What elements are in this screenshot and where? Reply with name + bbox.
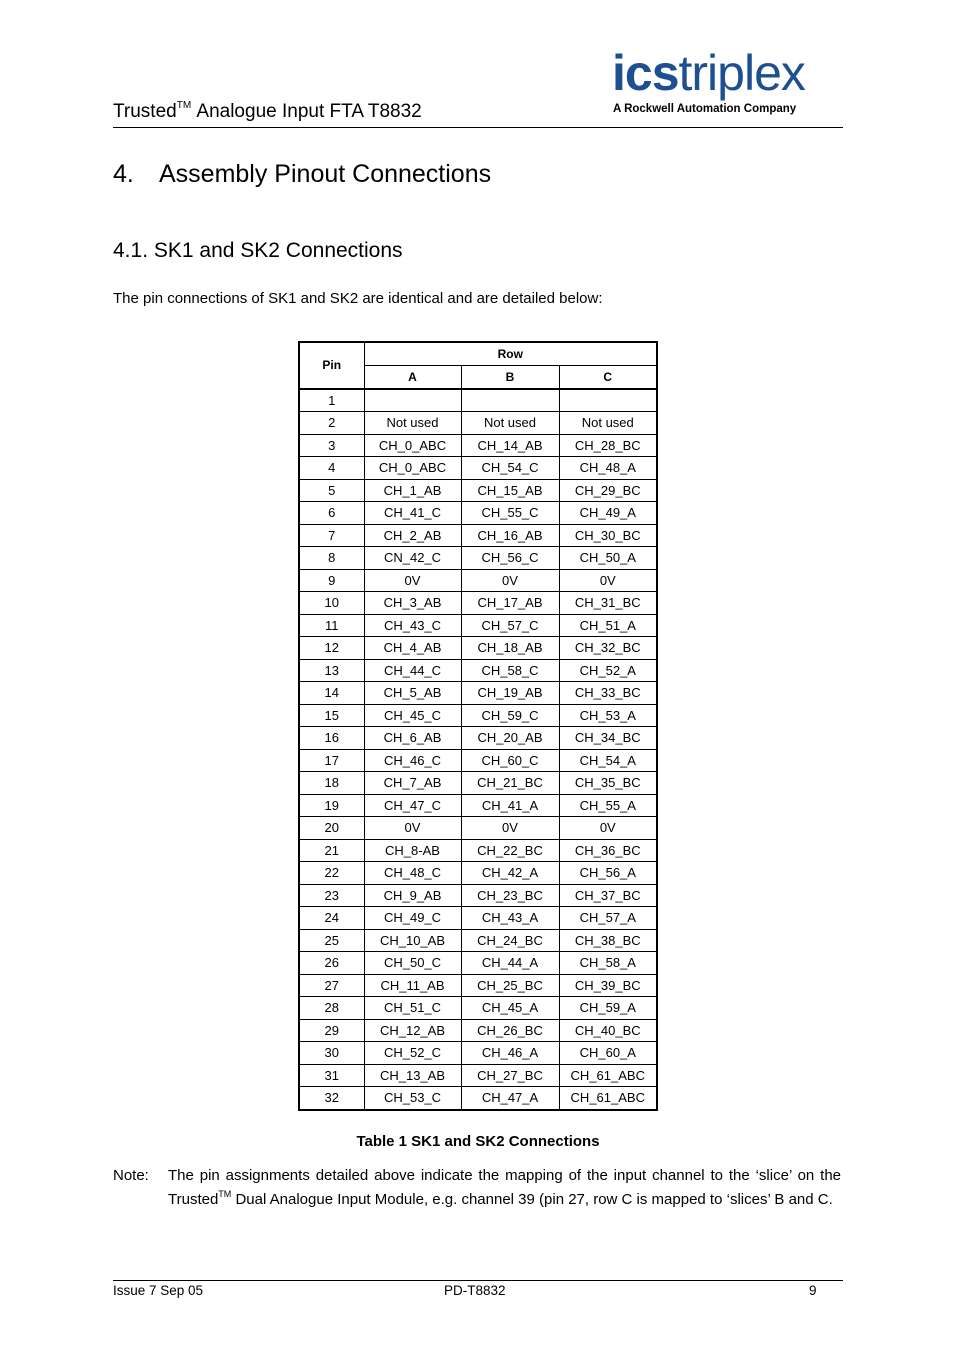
row-b-cell: CH_26_BC [461,1019,559,1042]
row-a-cell: CH_53_C [364,1087,461,1110]
pin-number-cell: 11 [299,614,364,637]
pin-number-cell: 24 [299,907,364,930]
table-row [299,682,657,705]
row-c-cell: CH_36_BC [559,839,657,862]
table-caption: Table 1 SK1 and SK2 Connections [356,1133,600,1150]
table-row [299,1019,657,1042]
row-a-cell: CH_46_C [364,749,461,772]
row-a-cell [364,389,461,412]
row-a-cell: CN_42_C [364,547,461,570]
row-c-cell: CH_50_A [559,547,657,570]
note-label: Note: [113,1167,149,1184]
row-group-header: Row [364,342,657,366]
row-c-cell: CH_37_BC [559,884,657,907]
table-row [299,434,657,457]
row-c-cell: CH_60_A [559,1042,657,1065]
table-row [299,884,657,907]
subsection-heading: 4.1. SK1 and SK2 Connections [113,239,403,262]
row-c-cell [559,389,657,412]
row-c-cell: CH_38_BC [559,929,657,952]
row-a-cell: CH_3_AB [364,592,461,615]
pin-number-cell: 20 [299,817,364,840]
pin-number-cell: 16 [299,727,364,750]
row-b-cell: CH_27_BC [461,1064,559,1087]
pin-number-cell: 31 [299,1064,364,1087]
section-heading [113,160,491,189]
table-row [299,1042,657,1065]
row-a-cell: CH_52_C [364,1042,461,1065]
logo-wordmark-bold: ics [612,45,679,101]
pin-number-cell: 23 [299,884,364,907]
table-row [299,479,657,502]
row-c-cell: CH_51_A [559,614,657,637]
logo-wordmark [612,47,805,99]
table-row [299,502,657,525]
row-c-cell: CH_61_ABC [559,1064,657,1087]
pin-number-cell: 6 [299,502,364,525]
row-a-cell: Not used [364,412,461,435]
row-a-cell: CH_45_C [364,704,461,727]
row-b-cell: CH_45_A [461,997,559,1020]
table-row [299,547,657,570]
header-title-main: Trusted [113,101,177,122]
pin-column-header: Pin [299,342,364,389]
row-a-cell: CH_5_AB [364,682,461,705]
section-number: 4. [113,160,134,188]
table-row [299,412,657,435]
row-a-cell: CH_50_C [364,952,461,975]
row-a-cell: 0V [364,569,461,592]
row-c-cell: CH_29_BC [559,479,657,502]
table-row [299,974,657,997]
table-row [299,727,657,750]
row-c-cell: CH_39_BC [559,974,657,997]
row-a-cell: CH_12_AB [364,1019,461,1042]
note-text-part1: The pin assignments detailed above indicate the mapping of the input channel to the ‘slice’ on the Trusted [168,1167,841,1208]
pin-number-cell: 25 [299,929,364,952]
row-c-cell: CH_30_BC [559,524,657,547]
row-a-cell: CH_4_AB [364,637,461,660]
pin-number-cell: 28 [299,997,364,1020]
row-b-cell: CH_19_AB [461,682,559,705]
pin-number-cell: 2 [299,412,364,435]
pin-number-cell: 5 [299,479,364,502]
note-trademark-superscript: TM [218,1189,232,1199]
footer-document-code: PD-T8832 [444,1283,506,1298]
row-a-cell: 0V [364,817,461,840]
table-row [299,592,657,615]
pin-number-cell: 30 [299,1042,364,1065]
intro-paragraph: The pin connections of SK1 and SK2 are identical and are detailed below: [113,290,603,307]
row-a-cell: CH_7_AB [364,772,461,795]
pin-number-cell: 7 [299,524,364,547]
pin-number-cell: 29 [299,1019,364,1042]
pin-number-cell: 8 [299,547,364,570]
row-a-cell: CH_48_C [364,862,461,885]
row-b-cell: CH_15_AB [461,479,559,502]
row-b-cell: CH_43_A [461,907,559,930]
row-b-cell: CH_55_C [461,502,559,525]
row-c-cell: CH_52_A [559,659,657,682]
column-header-b: B [461,366,559,389]
row-b-cell: CH_22_BC [461,839,559,862]
table-row [299,817,657,840]
table-row [299,997,657,1020]
pin-number-cell: 3 [299,434,364,457]
pin-number-cell: 12 [299,637,364,660]
row-a-cell: CH_1_AB [364,479,461,502]
table-row [299,569,657,592]
row-a-cell: CH_8-AB [364,839,461,862]
row-c-cell: CH_28_BC [559,434,657,457]
pin-number-cell: 13 [299,659,364,682]
column-header-c: C [559,366,657,389]
row-b-cell: CH_60_C [461,749,559,772]
table-row [299,637,657,660]
row-a-cell: CH_49_C [364,907,461,930]
row-c-cell: CH_32_BC [559,637,657,660]
table-row [299,929,657,952]
row-b-cell: CH_57_C [461,614,559,637]
row-a-cell: CH_51_C [364,997,461,1020]
row-c-cell: 0V [559,817,657,840]
pin-number-cell: 15 [299,704,364,727]
row-c-cell: CH_34_BC [559,727,657,750]
table-row [299,1064,657,1087]
row-c-cell: CH_59_A [559,997,657,1020]
row-a-cell: CH_2_AB [364,524,461,547]
row-c-cell: CH_61_ABC [559,1087,657,1110]
row-a-cell: CH_43_C [364,614,461,637]
row-b-cell: CH_59_C [461,704,559,727]
pinout-table [298,341,658,1111]
header-title-rest: Analogue Input FTA T8832 [192,101,422,122]
row-b-cell [461,389,559,412]
row-c-cell: CH_49_A [559,502,657,525]
pin-number-cell: 1 [299,389,364,412]
pin-number-cell: 10 [299,592,364,615]
pinout-table-body [299,389,657,1110]
row-b-cell: CH_41_A [461,794,559,817]
row-b-cell: CH_58_C [461,659,559,682]
table-row [299,1087,657,1110]
row-c-cell: CH_31_BC [559,592,657,615]
row-a-cell: CH_11_AB [364,974,461,997]
note-text [168,1167,841,1209]
row-c-cell: CH_58_A [559,952,657,975]
row-c-cell: CH_56_A [559,862,657,885]
row-c-cell: CH_57_A [559,907,657,930]
row-a-cell: CH_9_AB [364,884,461,907]
row-b-cell: 0V [461,569,559,592]
table-row [299,907,657,930]
row-c-cell: CH_35_BC [559,772,657,795]
row-c-cell: CH_55_A [559,794,657,817]
row-b-cell: CH_18_AB [461,637,559,660]
row-b-cell: CH_47_A [461,1087,559,1110]
row-b-cell: CH_16_AB [461,524,559,547]
table-row [299,749,657,772]
logo-wordmark-light: triplex [678,45,805,101]
table-row [299,952,657,975]
pin-number-cell: 22 [299,862,364,885]
pin-number-cell: 9 [299,569,364,592]
row-b-cell: CH_56_C [461,547,559,570]
pin-number-cell: 17 [299,749,364,772]
row-a-cell: CH_6_AB [364,727,461,750]
pin-number-cell: 4 [299,457,364,480]
row-c-cell: CH_40_BC [559,1019,657,1042]
row-a-cell: CH_47_C [364,794,461,817]
row-b-cell: CH_46_A [461,1042,559,1065]
pin-number-cell: 18 [299,772,364,795]
row-b-cell: Not used [461,412,559,435]
row-b-cell: CH_20_AB [461,727,559,750]
row-a-cell: CH_10_AB [364,929,461,952]
row-b-cell: CH_23_BC [461,884,559,907]
table-row [299,389,657,412]
row-b-cell: CH_25_BC [461,974,559,997]
pin-number-cell: 21 [299,839,364,862]
table-row [299,457,657,480]
footer-page-number: 9 [809,1283,817,1298]
company-logo [612,47,844,119]
pin-number-cell: 32 [299,1087,364,1110]
table-row [299,659,657,682]
column-header-a: A [364,366,461,389]
row-c-cell: CH_48_A [559,457,657,480]
row-b-cell: CH_54_C [461,457,559,480]
row-c-cell: Not used [559,412,657,435]
row-b-cell: CH_42_A [461,862,559,885]
table-row [299,524,657,547]
pin-number-cell: 26 [299,952,364,975]
row-c-cell: CH_33_BC [559,682,657,705]
pin-number-cell: 27 [299,974,364,997]
pin-number-cell: 14 [299,682,364,705]
logo-tagline: A Rockwell Automation Company [613,103,797,115]
table-row [299,862,657,885]
row-a-cell: CH_41_C [364,502,461,525]
pin-number-cell: 19 [299,794,364,817]
row-b-cell: 0V [461,817,559,840]
table-row [299,772,657,795]
document-header-title [113,100,422,123]
section-title: Assembly Pinout Connections [159,160,492,188]
row-b-cell: CH_24_BC [461,929,559,952]
table-row [299,794,657,817]
row-a-cell: CH_44_C [364,659,461,682]
row-a-cell: CH_0_ABC [364,434,461,457]
row-c-cell: 0V [559,569,657,592]
note-text-part2: Dual Analogue Input Module, e.g. channel 39 (pin 27, row C is mapped to ‘slices’ B and C. [231,1191,833,1208]
row-b-cell: CH_44_A [461,952,559,975]
row-a-cell: CH_13_AB [364,1064,461,1087]
footer-issue: Issue 7 Sep 05 [113,1283,204,1298]
row-a-cell: CH_0_ABC [364,457,461,480]
table-row [299,839,657,862]
row-c-cell: CH_53_A [559,704,657,727]
row-c-cell: CH_54_A [559,749,657,772]
row-b-cell: CH_17_AB [461,592,559,615]
table-row [299,704,657,727]
header-divider [113,127,843,128]
row-b-cell: CH_14_AB [461,434,559,457]
footer-divider [113,1280,843,1281]
row-b-cell: CH_21_BC [461,772,559,795]
trademark-superscript: TM [176,100,192,111]
table-row [299,614,657,637]
